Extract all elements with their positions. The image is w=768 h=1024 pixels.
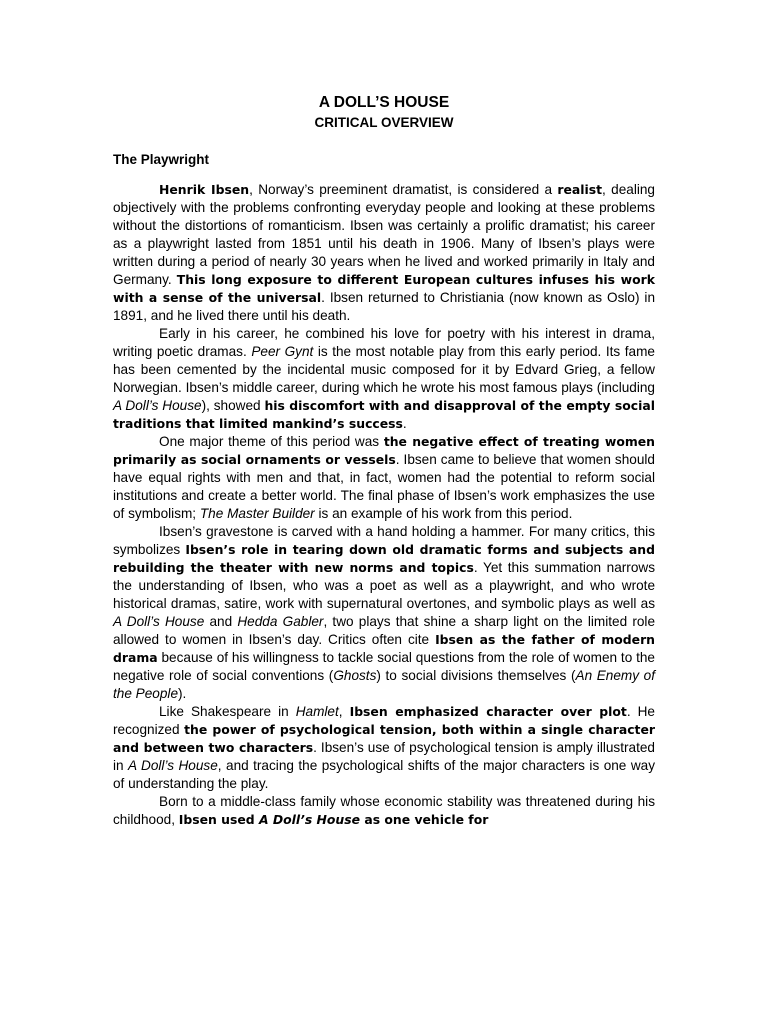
paragraph-1	[113, 181, 655, 325]
paragraph-5	[113, 703, 655, 793]
text-run: , and tracing the psychological shifts of the major characters is one way of understanding the play.	[113, 758, 655, 791]
paragraph-6	[113, 793, 655, 829]
work-title: An Enemy of the People	[113, 668, 656, 701]
text-run: . Ibsen returned to Christiania (now known as Oslo) in 1891, and he lived there until his death.	[113, 290, 655, 323]
text-run: One major theme of this period was	[159, 434, 384, 449]
emphasis-text: Ibsen used	[178, 812, 259, 827]
text-run: Early in his career, he combined his love for poetry with his interest in drama, writing poetic dramas.	[113, 326, 655, 359]
section-heading: The Playwright	[113, 152, 210, 167]
text-run: ), showed	[201, 398, 265, 413]
document-subtitle: CRITICAL OVERVIEW	[314, 115, 454, 130]
work-title: A Doll’s House	[113, 398, 202, 413]
emphasis-text: as one vehicle for	[360, 812, 489, 827]
text-run: ).	[178, 686, 187, 701]
text-run: ,	[338, 704, 350, 719]
text-run: . Ibsen’s use of psychological tension is amply illustrated in	[113, 740, 655, 773]
emphasis-text: realist	[557, 182, 603, 197]
emphasis-work-title: A Doll’s House	[258, 812, 361, 827]
text-run: Like Shakespeare in	[159, 704, 296, 719]
work-title: Hedda Gabler	[237, 614, 324, 629]
emphasis-text: Ibsen emphasized character over plot	[349, 704, 627, 719]
text-run: . Ibsen came to believe that women should have equal rights with men and that, in fact, women had the potential to reform social institutions and create a better world. The final phase of Ibsen’s work emphasizes the use of symbolism;	[113, 452, 655, 521]
paragraph-2	[113, 325, 655, 433]
document-title: A DOLL’S HOUSE	[318, 94, 450, 111]
text-run: .	[402, 416, 407, 431]
emphasis-text: Ibsen’s role in tearing down old dramatic forms and subjects and rebuilding the theater with new norms and topics	[113, 542, 655, 575]
text-run: is an example of his work from this period.	[314, 506, 573, 521]
text-run: Born to a middle-class family whose economic stability was threatened during his childhood,	[113, 794, 655, 827]
text-run: . Yet this summation narrows the understanding of Ibsen, who was a poet as well as a playwright, and who wrote historical dramas, satire, work with supernatural overtones, and symbolic plays as well as	[113, 560, 656, 611]
text-run: , dealing objectively with the problems confronting everyday people and looking at these problems without the distortions of romanticism. Ibsen was certainly a prolific dramatist; his career as a playwright lasted from 1851 until his death in 1906. Many of Ibsen’s plays were written during a period of nearly 30 years when he lived and worked primarily in Italy and Germany.	[113, 182, 655, 287]
text-run: . He recognized	[113, 704, 655, 737]
emphasis-text: This long exposure to different European cultures infuses his work with a sense of the universal	[113, 272, 655, 305]
emphasis-text: the power of psychological tension, both within a single character and between two characters	[113, 722, 655, 755]
paragraph-3	[113, 433, 655, 523]
text-run: and	[204, 614, 238, 629]
text-run: , two plays that shine a sharp light on the limited role allowed to women in Ibsen’s day. Critics often cite	[113, 614, 656, 647]
work-title: Ghosts	[333, 668, 377, 683]
text-run: ) to social divisions themselves (	[376, 668, 576, 683]
emphasis-text: the negative effect of treating women primarily as social ornaments or vessels	[113, 434, 656, 467]
work-title: A Doll’s House	[128, 758, 218, 773]
work-title: The Master Builder	[199, 506, 315, 521]
emphasis-text: Henrik Ibsen	[159, 182, 250, 197]
emphasis-text: Ibsen as the father of modern drama	[113, 632, 656, 665]
emphasis-text: his discomfort with and disapproval of the empty social traditions that limited mankind’s success	[113, 398, 655, 431]
work-title: Hamlet	[295, 704, 339, 719]
text-run: is the most notable play from this early period. Its fame has been cemented by the incidental music composed for it by Edvard Grieg, a fellow Norwegian. Ibsen’s middle career, during which he wrote his most famous plays (including	[113, 344, 655, 395]
document-body	[113, 181, 655, 829]
work-title: Peer Gynt	[251, 344, 314, 359]
text-run: , Norway’s preeminent dramatist, is considered a	[249, 182, 558, 197]
paragraph-4	[113, 523, 655, 703]
work-title: A Doll’s House	[113, 614, 205, 629]
document-page	[113, 94, 655, 829]
text-run: Ibsen’s gravestone is carved with a hand holding a hammer. For many critics, this symbolizes	[113, 524, 655, 557]
text-run: because of his willingness to tackle social questions from the role of women to the negative role of social conventions (	[113, 650, 655, 683]
